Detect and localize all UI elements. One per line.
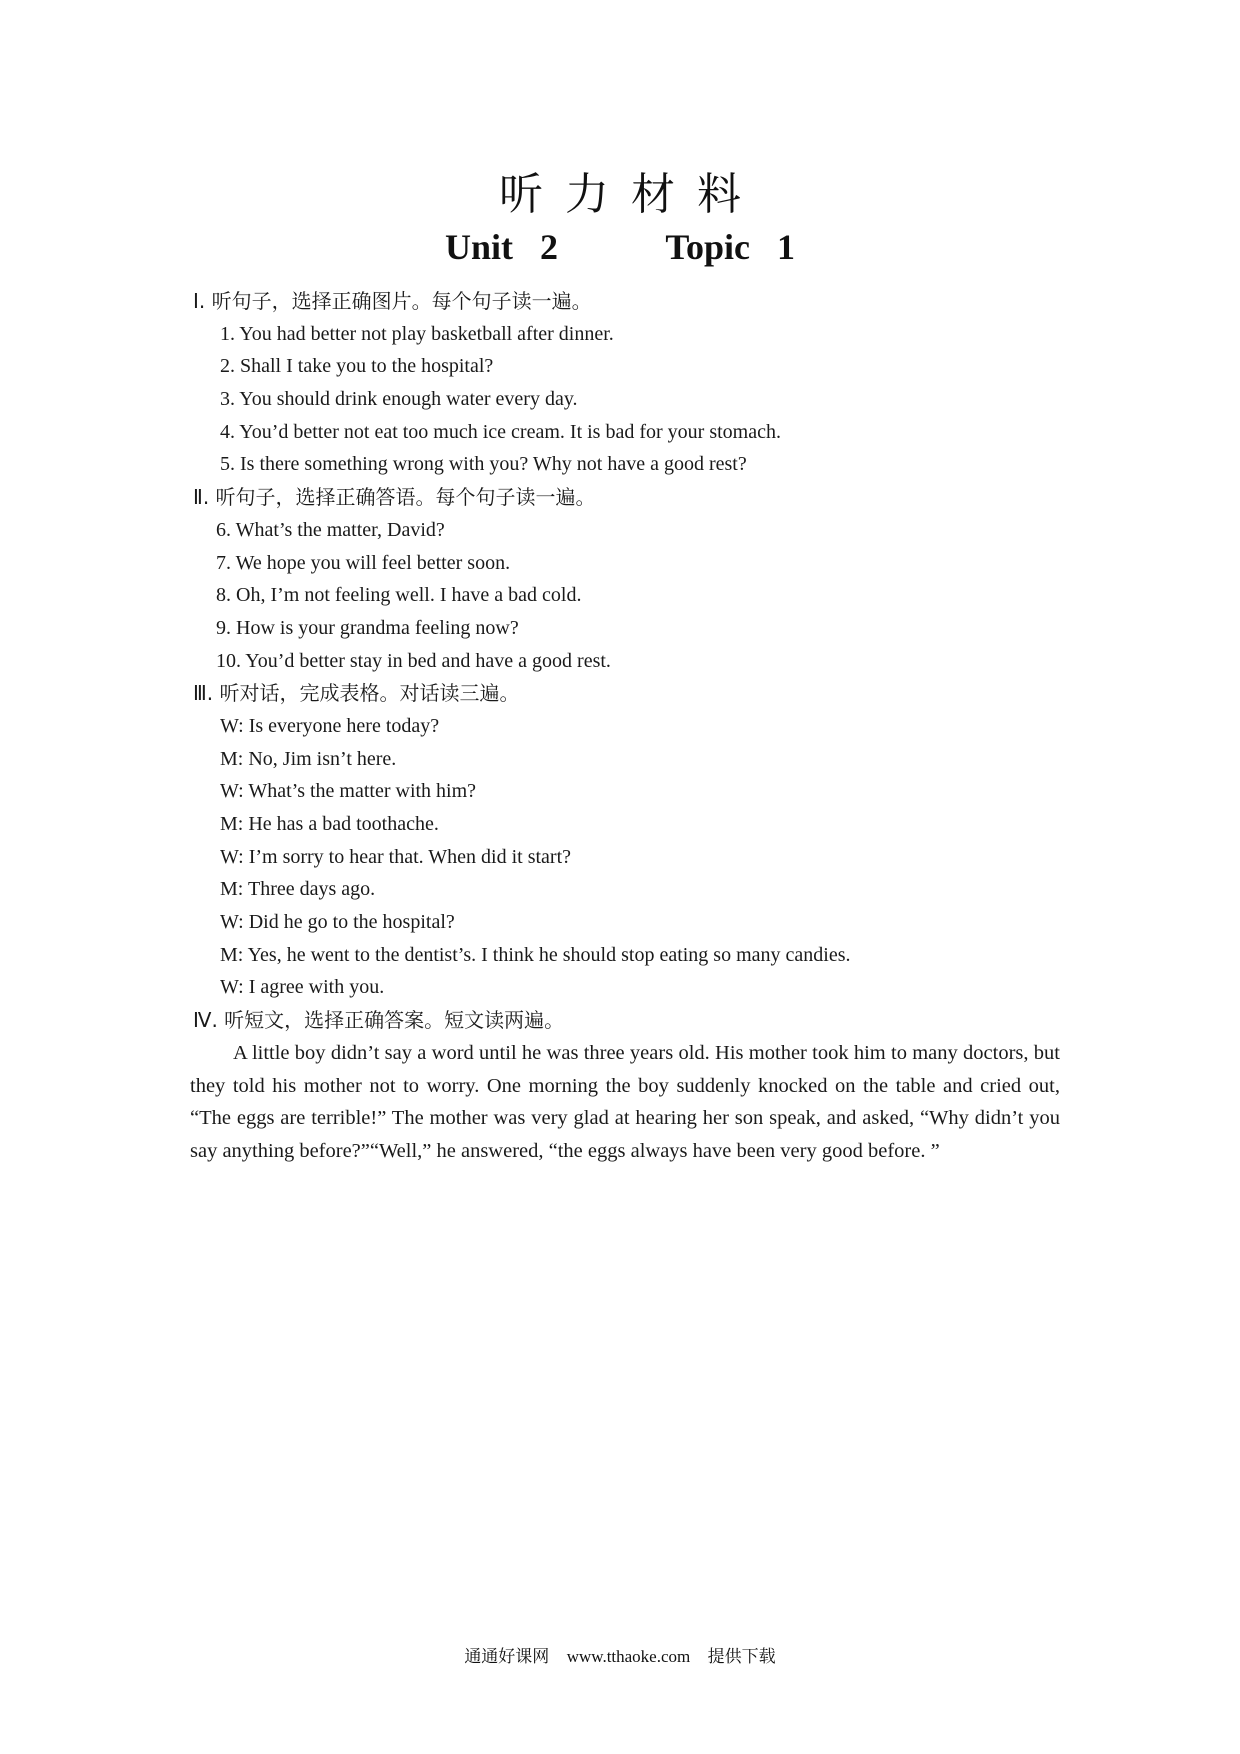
page-title-chinese: 听力材料	[499, 169, 763, 220]
section-2-item-8: 8. Oh, I’m not feeling well. I have a bad cold.	[216, 584, 582, 607]
section-2-item-10: 10. You’d better stay in bed and have a good rest.	[216, 649, 611, 672]
section-3-heading: Ⅲ. 听对话，完成表格。对话读三遍。	[193, 681, 520, 706]
document-body	[190, 285, 1060, 1168]
section-4-heading: Ⅳ. 听短文，选择正确答案。短文读两遍。	[193, 1008, 565, 1033]
dialogue-line: W: Did he go to the hospital?	[220, 911, 455, 934]
section-2-item-9: 9. How is your grandma feeling now?	[216, 616, 519, 639]
dialogue-line: M: No, Jim isn’t here.	[220, 747, 397, 770]
section-1-item-4: 4. You’d better not eat too much ice cream. It is bad for your stomach.	[220, 420, 781, 443]
section-1-item-3: 3. You should drink enough water every day.	[220, 388, 578, 411]
footer-url[interactable]: www.tthaoke.com	[566, 1647, 691, 1666]
section-1-item-2: 2. Shall I take you to the hospital?	[220, 355, 494, 378]
footer-suffix: 提供下载	[707, 1647, 776, 1667]
footer-site-name: 通通好课网	[464, 1647, 550, 1667]
listening-passage: A little boy didn’t say a word until he was three years old. His mother took him to many doctors, but they told his mother not to worry. One morning the boy suddenly knocked on the table and cried out, “The eggs are terrible!” The mother was very glad at hearing her son speak, and asked, “Why didn’t you say anything before?”“Well,” he answered, “the eggs always have been very good before. ”	[190, 1041, 1060, 1162]
dialogue-line: W: I agree with you.	[220, 976, 385, 999]
dialogue-line: M: He has a bad toothache.	[220, 813, 439, 835]
dialogue-line: M: Yes, he went to the dentist’s. I think he should stop eating so many candies.	[220, 943, 851, 966]
section-2-item-7: 7. We hope you will feel better soon.	[216, 551, 511, 574]
section-1-item-1: 1. You had better not play basketball after dinner.	[220, 322, 614, 345]
dialogue-line: W: Is everyone here today?	[220, 714, 440, 737]
dialogue-line: W: What’s the matter with him?	[220, 780, 477, 803]
page-title-unit-topic: Unit 2 Topic 1	[444, 227, 796, 267]
section-2-item-6: 6. What’s the matter, David?	[216, 518, 445, 541]
section-1-heading: Ⅰ. 听句子，选择正确图片。每个句子读一遍。	[193, 289, 592, 313]
dialogue-line: M: Three days ago.	[220, 878, 376, 901]
section-1-item-5: 5. Is there something wrong with you? Why not have a good rest?	[220, 453, 747, 476]
dialogue-line: W: I’m sorry to hear that. When did it start?	[220, 845, 572, 868]
page-footer	[0, 1642, 1240, 1667]
section-2-heading: Ⅱ. 听句子，选择正确答语。每个句子读一遍。	[193, 485, 596, 510]
